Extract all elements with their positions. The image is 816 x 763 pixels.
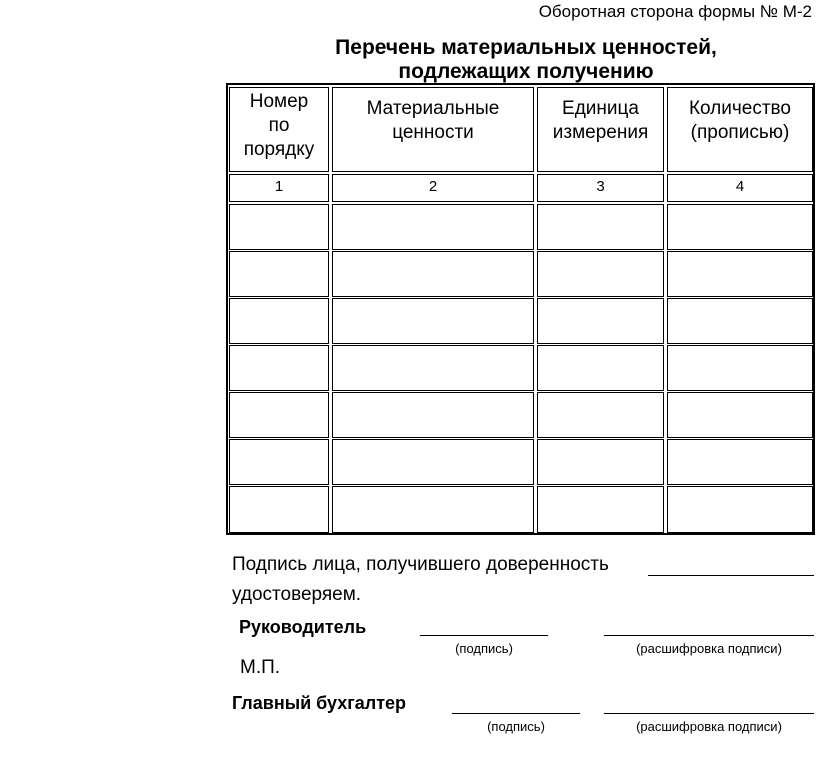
header-cell-unit <box>537 87 664 172</box>
table-cell[interactable] <box>667 392 813 438</box>
table-cell[interactable] <box>537 345 664 391</box>
table-cell[interactable] <box>332 204 534 250</box>
accountant-signature-caption: (подпись) <box>487 719 545 734</box>
table-cell[interactable] <box>537 298 664 344</box>
table-cell[interactable] <box>229 298 329 344</box>
form-reference: Оборотная сторона формы № М-2 <box>538 2 812 21</box>
column-number-2: 2 <box>428 178 438 195</box>
table-cell[interactable] <box>229 345 329 391</box>
number-cell-3 <box>537 174 664 202</box>
stamp-label: М.П. <box>240 657 281 678</box>
header-materials-line-2: ценности <box>392 122 474 143</box>
materials-table <box>226 83 815 535</box>
table-cell[interactable] <box>229 392 329 438</box>
table-cell[interactable] <box>667 204 813 250</box>
head-decoding-line[interactable] <box>604 635 814 636</box>
table-cell[interactable] <box>229 251 329 297</box>
header-quantity-line-2: (прописью) <box>690 122 790 143</box>
table-cell[interactable] <box>229 204 329 250</box>
table-cell[interactable] <box>667 345 813 391</box>
table-cell[interactable] <box>229 486 329 533</box>
head-label: Руководитель <box>239 617 367 637</box>
header-unit-line-1: Единица <box>562 98 639 119</box>
table-cell[interactable] <box>332 251 534 297</box>
table-cell[interactable] <box>332 439 534 485</box>
header-number-line-3: порядку <box>243 139 315 160</box>
accountant-signature-line[interactable] <box>452 713 580 714</box>
table-cell[interactable] <box>229 439 329 485</box>
header-quantity-line-1: Количество <box>688 98 792 119</box>
head-signature-line[interactable] <box>420 635 548 636</box>
number-cell-4 <box>667 174 813 202</box>
number-cell-1 <box>229 174 329 202</box>
head-signature-caption: (подпись) <box>455 641 513 656</box>
title-line-1: Перечень материальных ценностей, <box>335 36 717 59</box>
header-materials-line-1: Материальные <box>366 98 500 119</box>
header-cell-number <box>229 87 329 172</box>
table-cell[interactable] <box>332 392 534 438</box>
head-decoding-caption: (расшифровка подписи) <box>636 641 782 656</box>
table-cell[interactable] <box>332 298 534 344</box>
accountant-label: Главный бухгалтер <box>232 693 407 713</box>
table-cell[interactable] <box>332 486 534 533</box>
table-cell[interactable] <box>537 486 664 533</box>
table-cell[interactable] <box>537 439 664 485</box>
table-cell[interactable] <box>537 251 664 297</box>
certify-text: удостоверяем. <box>232 584 362 605</box>
page-title <box>228 36 816 84</box>
table-cell[interactable] <box>332 345 534 391</box>
signature-statement: Подпись лица, получившего доверенность <box>232 554 609 575</box>
table-cell[interactable] <box>537 392 664 438</box>
table-cell[interactable] <box>667 251 813 297</box>
column-number-4: 4 <box>735 178 745 195</box>
table-cell[interactable] <box>667 298 813 344</box>
table-cell[interactable] <box>537 204 664 250</box>
column-number-1: 1 <box>274 178 284 195</box>
header-cell-materials <box>332 87 534 172</box>
table-cell[interactable] <box>667 486 813 533</box>
accountant-decoding-line[interactable] <box>604 713 814 714</box>
table-cell[interactable] <box>667 439 813 485</box>
title-line-2: подлежащих получению <box>398 60 654 83</box>
header-number-line-2: по <box>268 115 290 136</box>
accountant-decoding-caption: (расшифровка подписи) <box>636 719 782 734</box>
number-cell-2 <box>332 174 534 202</box>
header-cell-quantity <box>667 87 813 172</box>
column-number-3: 3 <box>596 178 605 195</box>
recipient-signature-line[interactable] <box>648 575 814 576</box>
header-number-line-1: Номер <box>249 91 309 112</box>
header-unit-line-2: измерения <box>552 122 649 143</box>
